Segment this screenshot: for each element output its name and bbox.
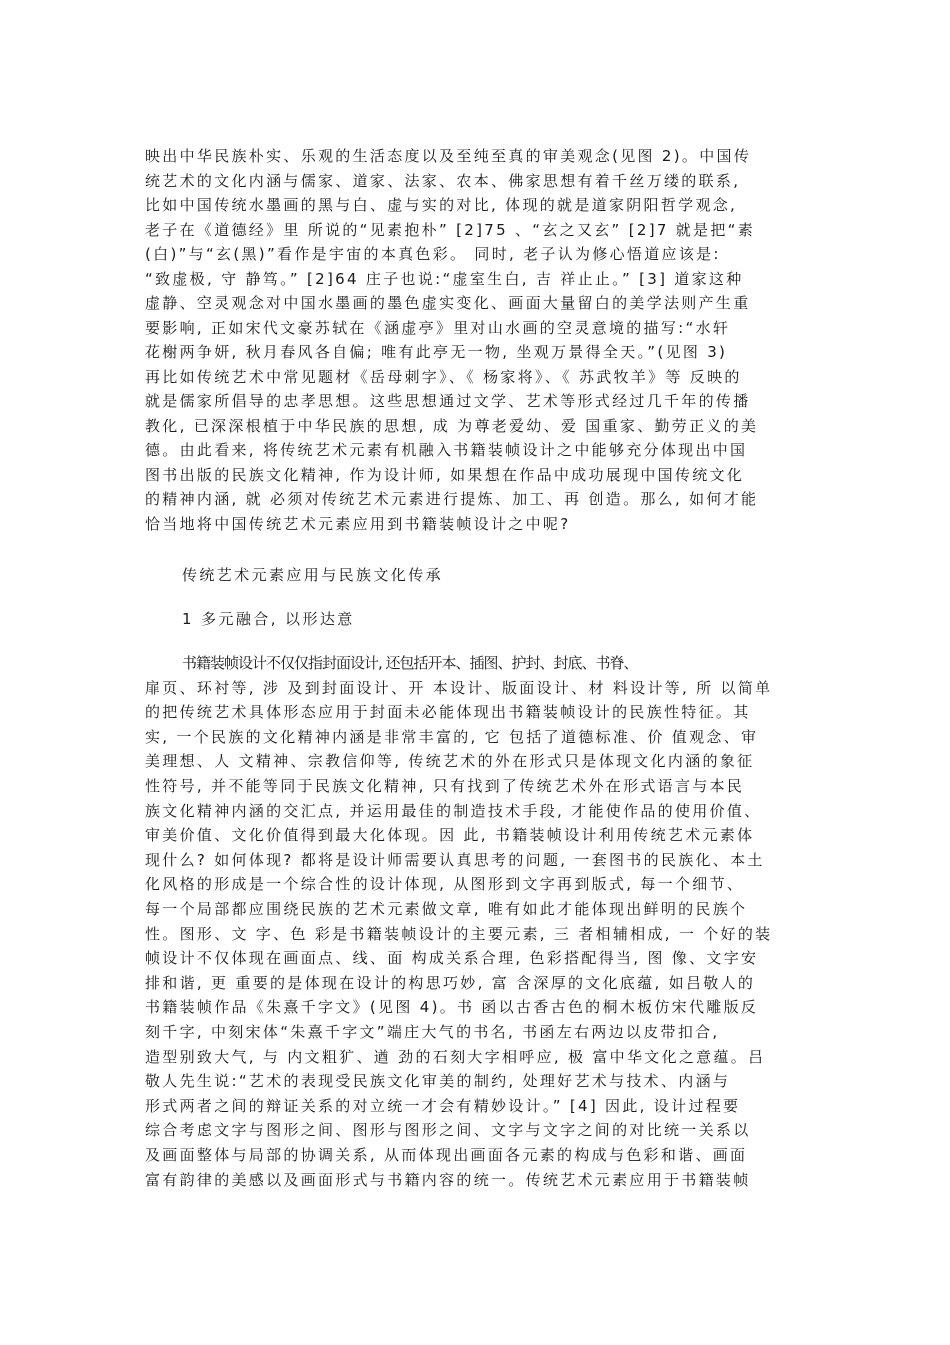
text-line: 扉页、环衬等, 涉 及到封面设计、开 本设计、版面设计、材 料设计等, 所 以简单: [145, 678, 773, 697]
text-line: 刻千字, 中刻宋体“朱熹千字文”端庄大气的书名, 书函左右两边以皮带扣合,: [145, 1023, 720, 1041]
text-line: 及画面整体与局部的协调关系, 从而体现出画面各元素的构成与色彩和谐、画面: [145, 1146, 748, 1164]
text-line: 就是儒家所倡导的忠孝思想。这些思想通过文学、艺术等形式经过几千年的传播: [145, 392, 751, 410]
text-line: 要影响, 正如宋代文豪苏轼在《涵虚亭》里对山水画的空灵意境的描写:“水轩: [145, 318, 731, 337]
text-line: 帧设计不仅体现在画面点、线、面 构成关系合理, 色彩搭配得当, 图 像、文字安: [145, 949, 759, 968]
text-line: 造型别致大气, 与 内文粗犷、遒 劲的石刻大字相呼应, 极 富中华文化之意蕴。吕: [145, 1047, 766, 1066]
subsection-title: 1 多元融合, 以形达意: [182, 610, 355, 628]
text-line: 花榭两争妍, 秋月春风各自偏; 唯有此亭无一物, 坐观万景得全天。”(见图 3): [145, 343, 728, 361]
text-line: (白)”与“玄(黑)”看作是宇宙的本真色彩。 同时, 老子认为修心悟道应该是:: [145, 245, 721, 263]
text-line: 每一个局部都应围绕民族的艺术元素做文章, 唯有如此才能体现出鲜明的民族个: [145, 900, 748, 918]
text-line: 统艺术的文化内涵与儒家、道家、法家、农本、佛家思想有着千丝万缕的联系,: [145, 171, 741, 190]
text-line: 美理想、人 文精神、宗教信仰等, 传统艺术的外在形式只是体现文化内涵的象征: [145, 752, 755, 771]
text-line: 实, 一个民族的文化精神内涵是非常丰富的, 它 包括了道德标准、价 值观念、审: [145, 727, 759, 746]
text-line: 的把传统艺术具体形态应用于封面未必能体现出书籍装帧设计的民族性特征。其: [145, 703, 751, 722]
text-line: 形式两者之间的辩证关系的对立统一才会有精妙设计。” [4] 因此, 设计过程要: [145, 1096, 741, 1115]
section-title: 传统艺术元素应用与民族文化传承: [182, 566, 444, 584]
text-line: 审美价值、文化价值得到最大化体现。因 此, 书籍装帧设计利用传统艺术元素体: [145, 826, 755, 845]
text-line: 综合考虑文字与图形之间、图形与图形之间、文字与文字之间的对比统一关系以: [145, 1121, 751, 1140]
text-line: 虚静、空灵观念对中国水墨画的墨色虚实变化、画面大量留白的美学法则产生重: [145, 294, 751, 312]
text-line: 性符号, 并不能等同于民族文化精神, 只有找到了传统艺术外在形式语言与本民: [145, 777, 745, 795]
text-line: 教化, 已深深根植于中华民族的思想, 成 为尊老爱幼、爱 国重家、勤劳正义的美: [145, 416, 759, 435]
text-line: 富有韵律的美感以及画面形式与书籍内容的统一。传统艺术元素应用于书籍装帧: [145, 1170, 751, 1189]
text-line: 德。由此看来, 将传统艺术元素有机融入书籍装帧设计之中能够充分体现出中国: [145, 441, 748, 459]
text-line: 排和谐, 更 重要的是体现在设计的构思巧妙, 富 含深厚的文化底蕴, 如吕敬人的: [145, 973, 756, 992]
text-line: 敬人先生说:“艺术的表现受民族文化审美的制约, 处理好艺术与技术、内涵与: [145, 1072, 731, 1091]
text-line: 化风格的形成是一个综合性的设计体现, 从图形到文字再到版式, 每一个细节、: [145, 875, 745, 894]
text-line: 恰当地将中国传统艺术元素应用到书籍装帧设计之中呢?: [145, 514, 571, 533]
text-line: “致虚极, 守 静笃。” [2]64 庄子也说:“虚室生白, 吉 祥止止。” [3] 道家这种: [145, 269, 744, 288]
text-line: 性。图形、文 字、色 彩是书籍装帧设计的主要元素, 三 者相辅相成, 一 个好的装: [145, 924, 773, 943]
text-line: 的精神内涵, 就 必须对传统艺术元素进行提炼、加工、再 创造。那么, 如何才能: [145, 490, 759, 508]
text-line: 老子在《道德经》里 所说的“见素抱朴” [2]75 、“玄之又玄” [2]7 就是把“素: [145, 220, 756, 239]
text-line: 映出中华民族朴实、乐观的生活态度以及至纯至真的审美观念(见图 2)。中国传: [145, 147, 752, 165]
text-line: 再比如传统艺术中常见题材《岳母刺字》、《 杨家将》、《 苏武牧羊》等 反映的: [145, 367, 742, 386]
text-line: 图书出版的民族文化精神, 作为设计师, 如果想在作品中成功展现中国传统文化: [145, 465, 745, 484]
text-line: 比如中国传统水墨画的黑与白、虚与实的对比, 体现的就是道家阴阳哲学观念,: [145, 196, 738, 214]
text-line: 书籍装帧设计不仅仅指封面设计, 还包括开本、插图、护封、封底、书脊、: [182, 654, 638, 672]
text-line: 现什么? 如何体现? 都将是设计师需要认真思考的问题, 一套图书的民族化、本土: [145, 850, 765, 869]
text-line: 族文化精神内涵的交汇点, 并运用最佳的制造技术手段, 才能使作品的使用价值、: [145, 801, 762, 820]
text-line: 书籍装帧作品《朱熹千字文》(见图 4)。书 函以古香古色的桐木板仿宋代雕版反: [145, 998, 759, 1017]
